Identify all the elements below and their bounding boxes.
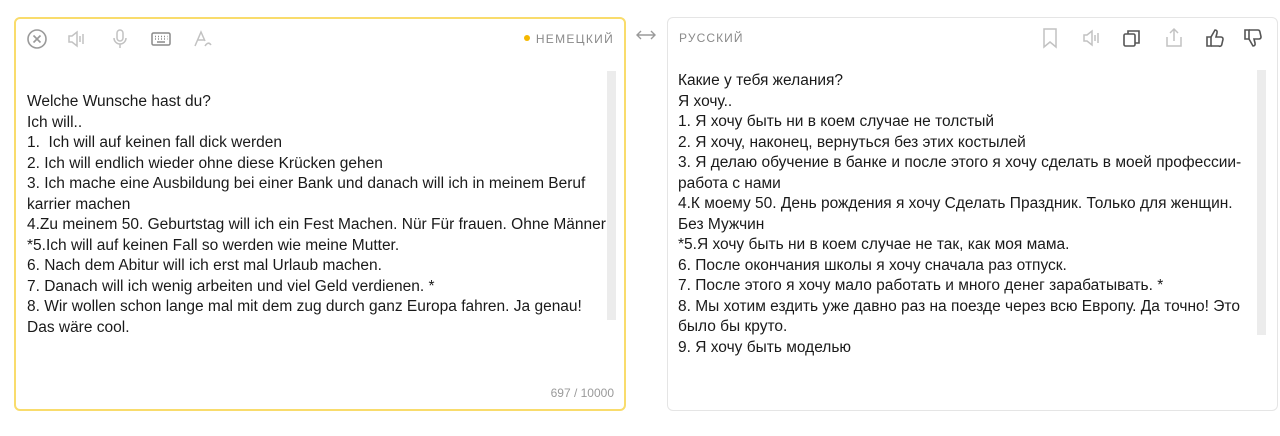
source-language-label: НЕМЕЦКИЙ bbox=[535, 32, 614, 46]
source-panel bbox=[14, 17, 626, 411]
language-dot bbox=[524, 35, 530, 41]
speaker-icon[interactable] bbox=[65, 27, 89, 51]
share-icon[interactable] bbox=[1162, 26, 1186, 50]
microphone-icon[interactable] bbox=[108, 27, 132, 51]
thumbs-up-icon[interactable] bbox=[1203, 26, 1227, 50]
target-scrollbar[interactable] bbox=[1257, 70, 1266, 335]
swap-languages-button[interactable] bbox=[633, 25, 659, 45]
translation-output: Какие у тебя желания? Я хочу.. 1. Я хочу быть ни в коем случае не толстый 2. Я хочу, наконец, вернуться без этих костылей 3. Я делаю обучение в банке и после этого я хочу сделать в моей профессии-работа с нами 4.К моему 50. День рождения я хочу Сделать Праздник. Только для женщин. Без Мужчин *5.Я хочу быть ни в коем случае не так, как моя мама. 6. После окончания школы я хочу сначала раз отпуск. 7. После этого я хочу мало работать и много денег зарабатывать. * 8. Мы хотим ездить уже давно раз на поезде через всю Европу. Да точно! Это было бы круто. 9. Я хочу быть моделью bbox=[678, 72, 1242, 356]
copy-icon[interactable] bbox=[1120, 26, 1144, 50]
speaker-icon[interactable] bbox=[1080, 26, 1104, 50]
source-scrollbar[interactable] bbox=[607, 71, 616, 320]
swap-arrows-icon bbox=[633, 25, 659, 45]
source-toolbar bbox=[16, 19, 624, 59]
target-toolbar bbox=[668, 18, 1277, 58]
keyboard-icon[interactable] bbox=[149, 27, 173, 51]
handwriting-icon[interactable] bbox=[191, 27, 215, 51]
close-icon[interactable] bbox=[25, 27, 49, 51]
source-text-input[interactable]: Welche Wunsche hast du? Ich will.. 1. Ich will auf keinen fall dick werden 2. Ich will endlich wieder ohne diese Krücken gehen 3. Ich mache eine Ausbildung bei einer Bank und danach will ich in meinem Beruf karrier machen 4.Zu meinem 50. Geburtstag will ich ein Fest Machen. Nür Für frauen. Ohne Männer *5.Ich will auf keinen Fall so werden wie meine Mutter. 6. Nach dem Abitur will ich erst mal Urlaub machen. 7. Danach will ich wenig arbeiten und viel Geld verdienen. * 8. Wir wollen schon lange mal mit dem zug durch ganz Europa fahren. Ja genau! Das wäre cool. bbox=[27, 93, 606, 336]
bookmark-icon[interactable] bbox=[1038, 26, 1062, 50]
target-panel bbox=[667, 17, 1278, 411]
source-language-selector[interactable] bbox=[524, 32, 614, 46]
char-counter: 697 / 10000 bbox=[550, 386, 614, 400]
target-language-selector[interactable]: РУССКИЙ bbox=[679, 31, 744, 45]
thumbs-down-icon[interactable] bbox=[1241, 26, 1265, 50]
